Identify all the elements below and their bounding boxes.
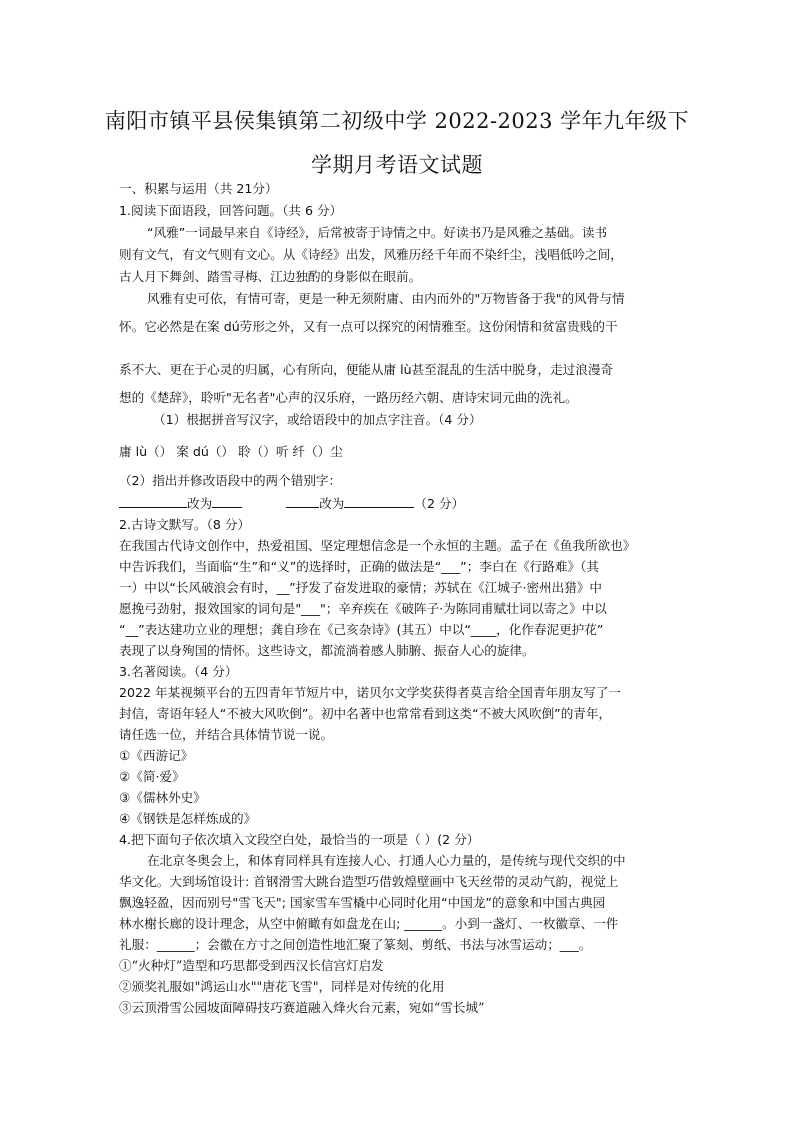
sentence-option: ③云顶滑雪公园坡面障碍技巧赛道融入烽火台元素，宛如“雪长城” <box>119 1000 485 1015</box>
question-4-text: 飘逸轻盈，因而别号"雪飞天"; 国家雪车雪橇中心同时化用“中国龙”的意象和中国古典园 <box>119 895 606 910</box>
question-4-text: 林水榭长廊的设计理念，从空中俯瞰有如盘龙在山; ______。小到一盏灯、一枚徽章、一件 <box>119 916 619 931</box>
question-4-heading: 4.把下面句子依次填入文段空白处，最恰当的一项是（ ）(2 分） <box>119 832 480 847</box>
question-4-text: 在北京冬奥会上，和体育同样具有连接人心、打通人心力量的，是传统与现代交织的中 <box>147 853 626 868</box>
score-label: （2 分） <box>414 496 465 511</box>
answer-blank[interactable] <box>286 494 319 508</box>
question-2-text: 表现了以身殉国的情怀。这些诗文，都流淌着感人肺腑、振奋人心的旋律。 <box>119 643 535 658</box>
passage-line: “风雅”一词最早来自《诗经》，后常被寄于诗情之中。好读书乃是风雅之基础。读书 <box>147 225 608 240</box>
section-heading: 一、积累与运用（共 21分） <box>119 181 278 196</box>
passage-line: 古人月下舞剑、踏雪寻梅、江边独酌的身影似在眼前。 <box>119 269 422 284</box>
passage-line: 风雅有史可依，有情可寄，更是一种无须附庸、由内而外的"万物皆备于我"的风骨与情 <box>147 291 625 306</box>
question-3-text: 封信，寄语年轻人“不被大风吹倒”。初中名著中也常常看到这类“不被大风吹倒”的青年， <box>119 706 612 721</box>
typo-correction-row <box>119 494 464 513</box>
question-3-heading: 3.名著阅读。（4 分） <box>119 664 238 679</box>
answer-blank[interactable] <box>212 494 242 508</box>
book-option: ②《简·爱》 <box>119 769 185 784</box>
pinyin-blanks: 庸 lù（） 案 dú（） 聆（）听 纤（）尘 <box>119 444 343 459</box>
question-3-text: 请任选一位，并结合具体情节说一说。 <box>119 727 334 742</box>
passage-line: 想的《楚辞》，聆听"无名者"心声的汉乐府，一路历经六朝、唐诗宋词元曲的洗礼。 <box>119 390 578 405</box>
sentence-option: ②颁奖礼服如"鸿运山水""唐花飞雪"，同样是对传统的化用 <box>119 979 445 994</box>
subquestion-1: （1）根据拼音写汉字，或给语段中的加点字注音。（4 分） <box>153 412 482 427</box>
exam-title-line-2: 学期月考语文试题 <box>311 153 483 177</box>
change-to-label: 改为 <box>319 496 345 511</box>
subquestion-2: （2）指出并修改语段中的两个错别字： <box>119 473 342 488</box>
change-to-label: 改为 <box>187 496 213 511</box>
question-3-text: 2022 年某视频平台的五四青年节短片中，诺贝尔文学奖获得者莫言给全国青年朋友写了一 <box>119 685 622 700</box>
question-2-text: 在我国古代诗文创作中，热爱祖国、坚定理想信念是一个永恒的主题。孟子在《鱼我所欲也》 <box>119 538 636 553</box>
passage-line: 系不大、更在于心灵的归属，心有所向，便能从庸 lù甚至混乱的生活中脱身，走过浪漫奇 <box>119 362 614 377</box>
question-1-heading: 1.阅读下面语段，回答问题。（共 6 分） <box>119 203 343 218</box>
book-option: ①《西游记》 <box>119 748 194 763</box>
book-option: ③《儒林外史》 <box>119 790 206 805</box>
question-4-text: 华文化。大到场馆设计: 首钢滑雪大跳台造型巧借敦煌壁画中飞天丝带的灵动气韵，视觉上 <box>119 874 619 889</box>
passage-line: 怀。它必然是在案 dú劳形之外，又有一点可以探究的闲情雅至。这份闲情和贫富贵贱的干 <box>119 319 618 334</box>
question-2-heading: 2.古诗文默写。（8 分） <box>119 517 251 532</box>
sentence-option: ①“火种灯”造型和巧思都受到西汉长信宫灯启发 <box>119 958 384 973</box>
question-2-text: “__”表达建功立业的理想；龚自珍在《己亥杂诗》(其五）中以“____，化作春泥更护花” <box>119 622 604 637</box>
question-2-text: 一）中以“长风破浪会有时，__”抒发了奋发进取的豪情；苏轼在《江城子·密州出猎》中 <box>119 580 603 595</box>
book-option: ④《钢铁是怎样炼成的》 <box>119 811 257 826</box>
exam-title-line-1: 南阳市镇平县侯集镇第二初级中学 2022-2023 学年九年级下 <box>104 109 690 133</box>
answer-blank[interactable] <box>119 494 187 508</box>
question-4-text: 礼服：______；会徽在方寸之间创造性地汇聚了篆刻、剪纸、书法与冰雪运动；___。 <box>119 937 592 952</box>
question-2-text: 中告诉我们，当面临“生”和“义”的选择时，正确的做法是“___”；李白在《行路难》（其 <box>119 559 599 574</box>
question-2-text: 愿挽弓劲射，报效国家的词句是"___"；辛弃疾在《破阵子·为陈同甫赋壮词以寄之》中以 <box>119 601 607 616</box>
passage-line: 则有文气，有文气则有文心。从《诗经》出发，风雅历经千年而不染纤尘，浅唱低吟之间， <box>119 247 623 262</box>
answer-blank[interactable] <box>344 494 414 508</box>
